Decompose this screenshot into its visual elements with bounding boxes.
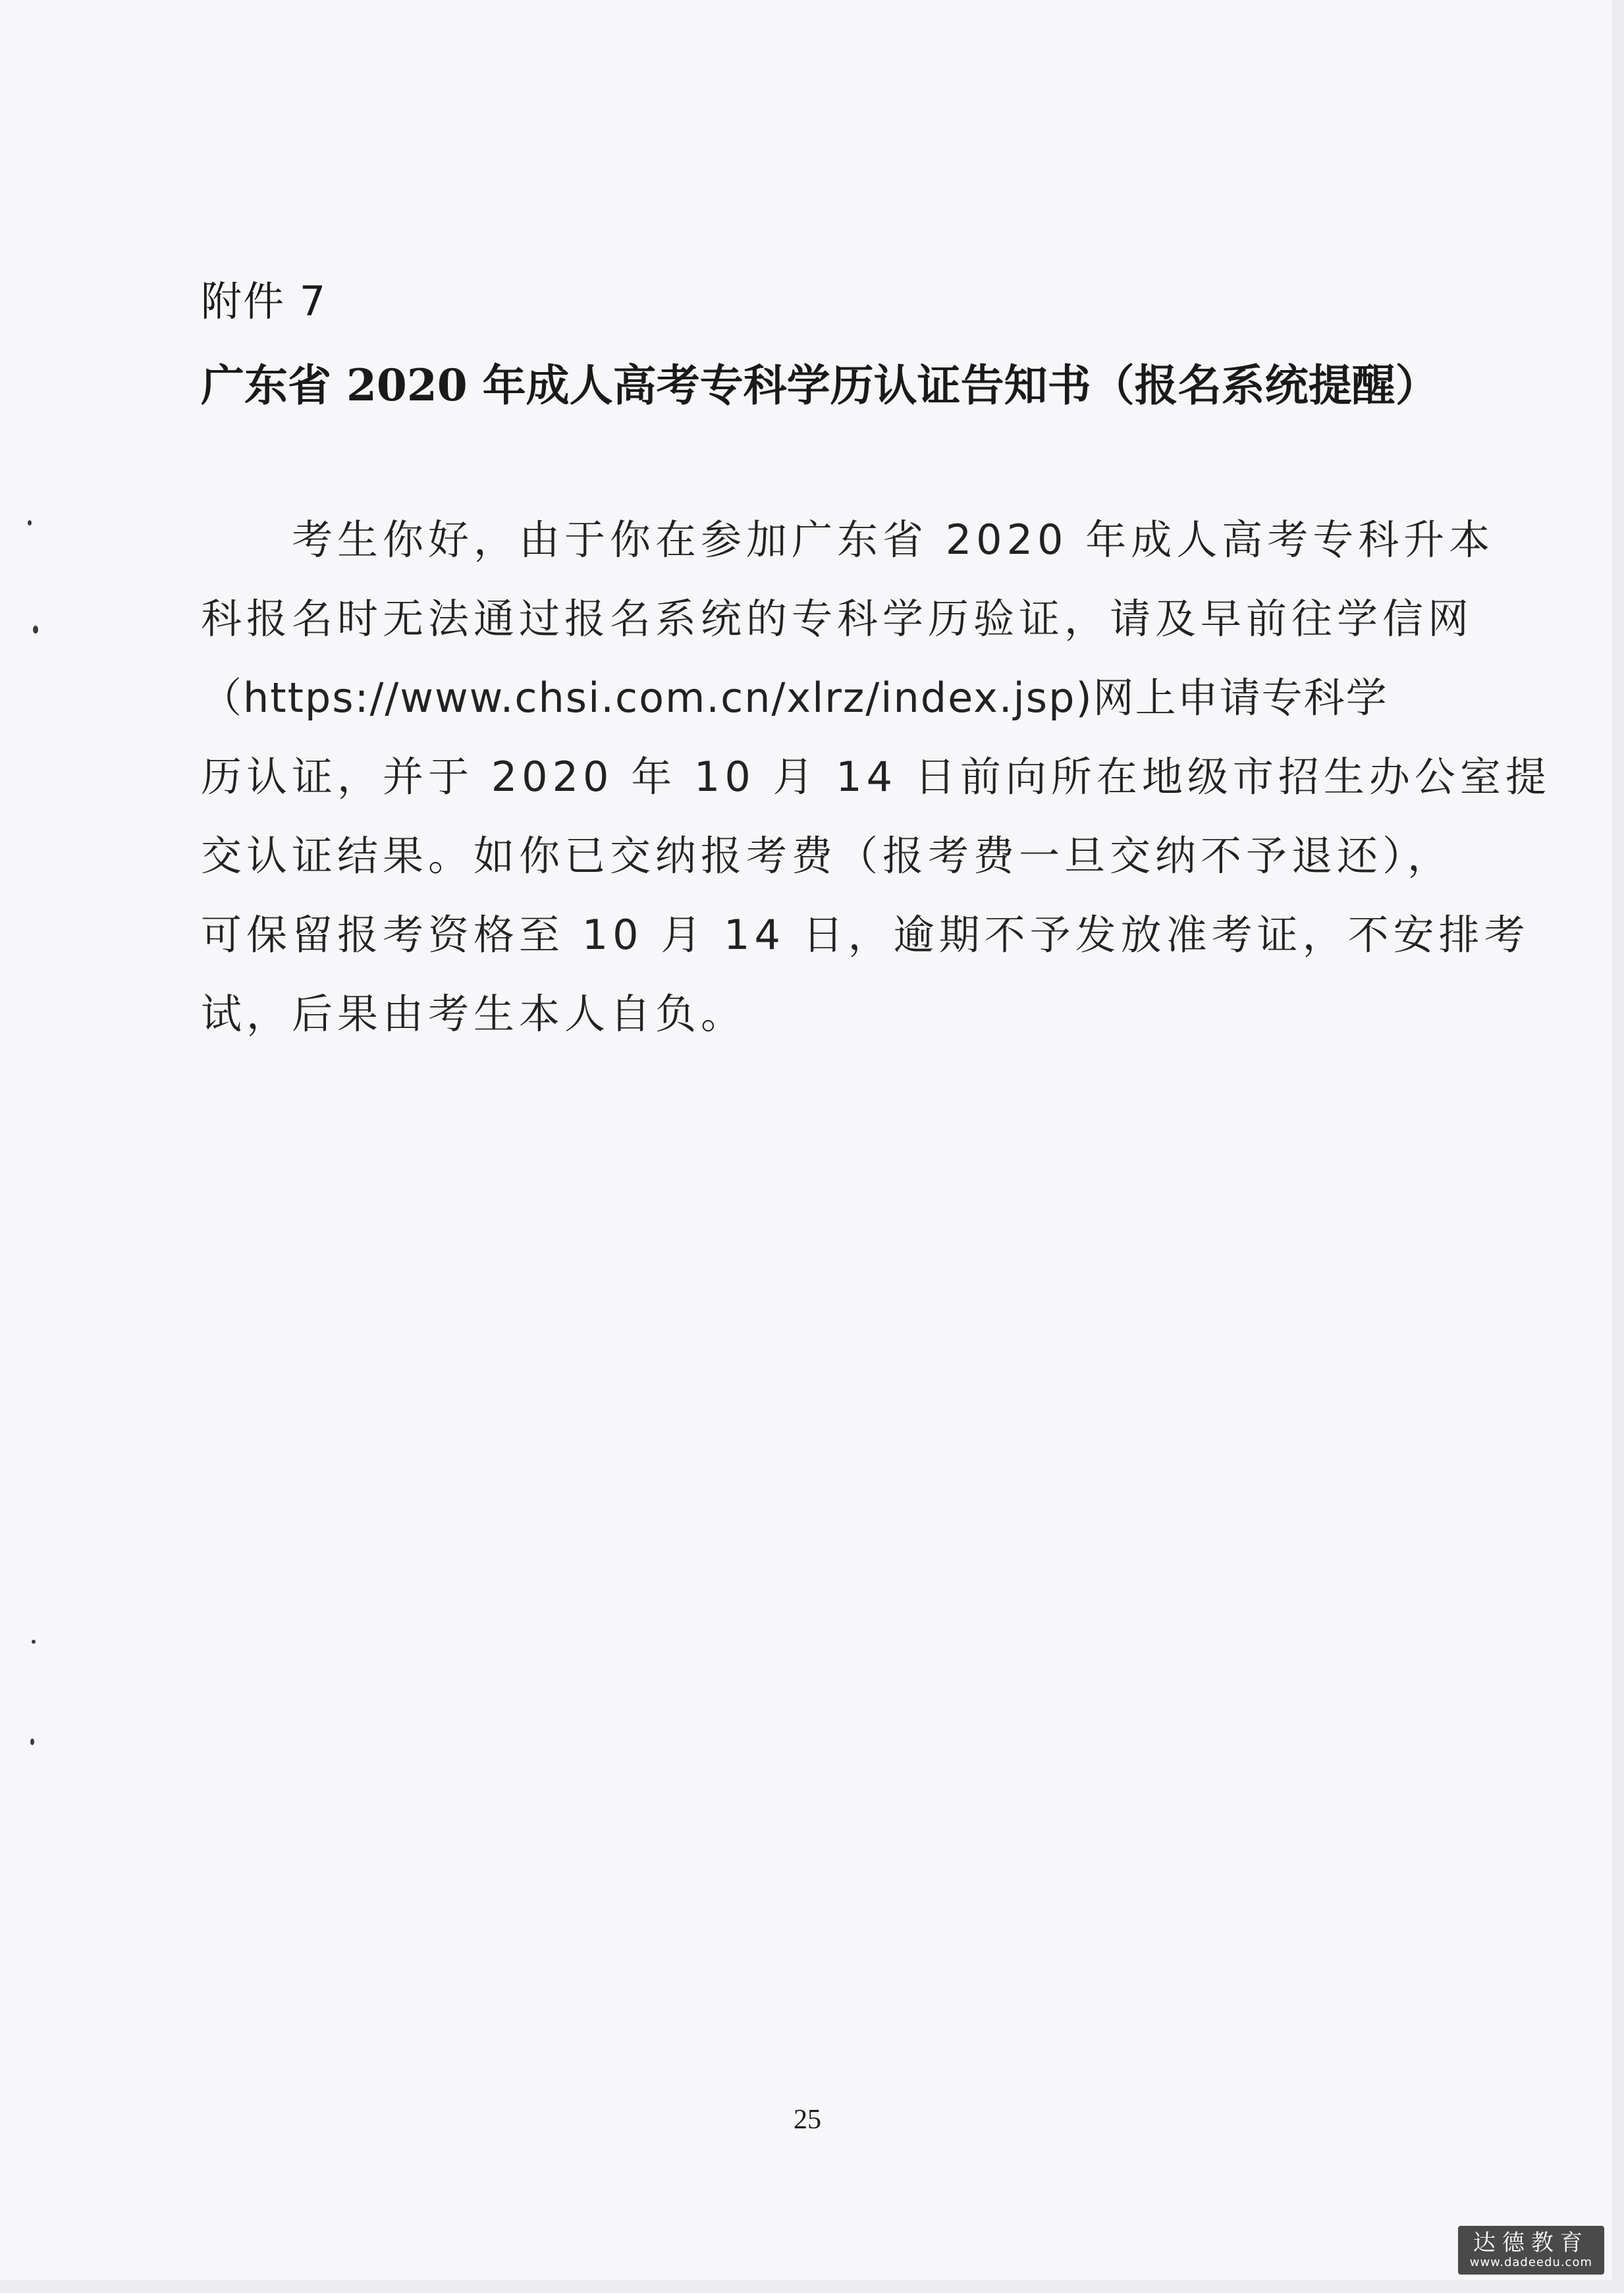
scan-edge-bottom	[0, 2280, 1624, 2293]
document-title: 广东省 2020 年成人高考专科学历认证告知书（报名系统提醒）	[201, 360, 1439, 411]
body-line: 交认证结果。如你已交纳报考费（报考费一旦交纳不予退还），	[201, 832, 1453, 880]
page-number: 25	[794, 2105, 821, 2135]
watermark-logo	[1458, 2226, 1604, 2275]
watermark-url: www.dadeedu.com	[1469, 2255, 1592, 2269]
scan-edge-right	[1612, 0, 1624, 2293]
scan-mark	[33, 626, 38, 634]
scan-mark	[32, 1640, 36, 1644]
body-line: 考生你好，由于你在参加广东省 2020 年成人高考专科升本	[201, 516, 1495, 564]
watermark-name: 达德教育	[1473, 2230, 1589, 2256]
body-line: 试，后果由考生本人自负。	[201, 990, 747, 1038]
body-line: 科报名时无法通过报名系统的专科学历验证，请及早前往学信网	[201, 595, 1474, 643]
body-line: 历认证，并于 2020 年 10 月 14 日前向所在地级市招生办公室提	[201, 753, 1551, 801]
attachment-label: 附件 7	[201, 277, 327, 325]
body-line: 可保留报考资格至 10 月 14 日，逾期不予发放准考证，不安排考	[201, 911, 1530, 959]
scan-mark	[30, 1739, 34, 1745]
scan-mark	[28, 520, 32, 526]
notice-body	[201, 500, 1551, 1054]
body-line: （https://www.chsi.com.cn/xlrz/index.jsp)网上申请专科学	[201, 674, 1388, 722]
